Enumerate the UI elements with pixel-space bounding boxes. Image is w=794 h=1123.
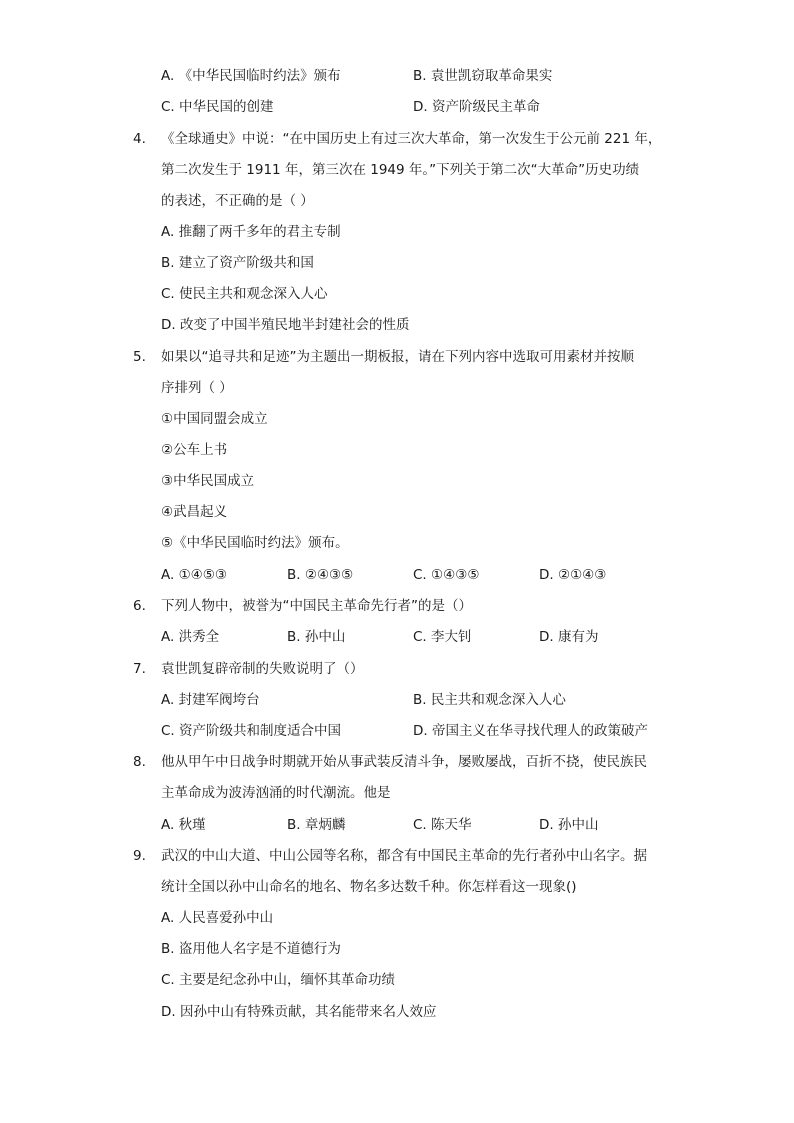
q7-number: 7.: [133, 661, 146, 677]
q4-option-d[interactable]: D. 改变了中国半殖民地半封建社会的性质: [161, 317, 410, 333]
q8-option-a[interactable]: A. 秋瑾: [161, 817, 206, 833]
q8-option-b[interactable]: B. 章炳麟: [287, 817, 346, 833]
q8-option-d[interactable]: D. 孙中山: [539, 817, 599, 833]
q5-option-c[interactable]: C. ①④③⑤: [413, 567, 480, 583]
q4-option-c[interactable]: C. 使民主共和观念深入人心: [161, 286, 328, 302]
q7-option-c[interactable]: C. 资产阶级共和制度适合中国: [161, 723, 342, 739]
q7-option-b[interactable]: B. 民主共和观念深入人心: [413, 692, 566, 708]
q6-stem: 下列人物中，被誉为“中国民主革命先行者”的是（）: [161, 598, 472, 614]
q6-option-b[interactable]: B. 孙中山: [287, 629, 346, 645]
q3-option-d[interactable]: D. 资产阶级民主革命: [413, 99, 540, 115]
q6-option-c[interactable]: C. 李大钊: [413, 629, 472, 645]
q6-option-d[interactable]: D. 康有为: [539, 629, 599, 645]
q5-option-d[interactable]: D. ②①④③: [539, 567, 607, 583]
q3-option-c[interactable]: C. 中华民国的创建: [161, 99, 274, 115]
q9-stem-line2: 统计全国以孙中山命名的地名、物名多达数千种。你怎样看这一现象(): [161, 879, 577, 895]
q5-number: 5.: [133, 349, 146, 365]
q4-option-b[interactable]: B. 建立了资产阶级共和国: [161, 255, 314, 271]
q4-stem-line2: 第二次发生于 1911 年，第三次在 1949 年。”下列关于第二次“大革命”历史功绩: [161, 162, 640, 178]
q5-item-4: ④武昌起义: [161, 504, 228, 520]
q8-stem-line2: 主革命成为波涛汹涌的时代潮流。他是: [161, 785, 391, 801]
q9-number: 9.: [133, 848, 146, 864]
q5-stem-line1: 如果以“追寻共和足迹”为主题出一期板报，请在下列内容中选取可用素材并按顺: [161, 349, 634, 365]
q6-number: 6.: [133, 598, 146, 614]
q8-number: 8.: [133, 754, 146, 770]
q4-option-a[interactable]: A. 推翻了两千多年的君主专制: [161, 224, 341, 240]
q9-option-a[interactable]: A. 人民喜爱孙中山: [161, 910, 274, 926]
q3-option-a[interactable]: A. 《中华民国临时约法》颁布: [161, 68, 341, 84]
q7-option-d[interactable]: D. 帝国主义在华寻找代理人的政策破产: [413, 723, 648, 739]
q4-number: 4.: [133, 131, 146, 147]
q9-stem-line1: 武汉的中山大道、中山公园等名称，都含有中国民主革命的先行者孙中山名字。据: [161, 848, 647, 864]
q4-stem-line3: 的表述，不正确的是（ ）: [161, 193, 314, 209]
q7-stem: 袁世凯复辟帝制的失败说明了（）: [161, 661, 364, 677]
q5-option-b[interactable]: B. ②④③⑤: [287, 567, 354, 583]
q7-option-a[interactable]: A. 封建军阀垮台: [161, 692, 260, 708]
q6-option-a[interactable]: A. 洪秀全: [161, 629, 220, 645]
q8-stem-line1: 他从甲午中日战争时期就开始从事武装反清斗争，屡败屡战，百折不挠，使民族民: [161, 754, 647, 770]
q5-item-2: ②公车上书: [161, 442, 228, 458]
q8-option-c[interactable]: C. 陈天华: [413, 817, 472, 833]
q5-option-a[interactable]: A. ①④⑤③: [161, 567, 227, 583]
q3-option-b[interactable]: B. 袁世凯窃取革命果实: [413, 68, 553, 84]
q5-stem-line2: 序排列（ ）: [161, 380, 233, 396]
q9-option-b[interactable]: B. 盗用他人名字是不道德行为: [161, 941, 341, 957]
q4-stem-line1: 《全球通史》中说：“在中国历史上有过三次大革命，第一次发生于公元前 221 年，: [161, 131, 662, 147]
q5-item-3: ③中华民国成立: [161, 473, 255, 489]
q9-option-c[interactable]: C. 主要是纪念孙中山，缅怀其革命功绩: [161, 972, 396, 988]
q9-option-d[interactable]: D. 因孙中山有特殊贡献，其名能带来名人效应: [161, 1004, 437, 1020]
q5-item-5: ⑤《中华民国临时约法》颁布。: [161, 535, 349, 551]
q5-item-1: ①中国同盟会成立: [161, 411, 268, 427]
